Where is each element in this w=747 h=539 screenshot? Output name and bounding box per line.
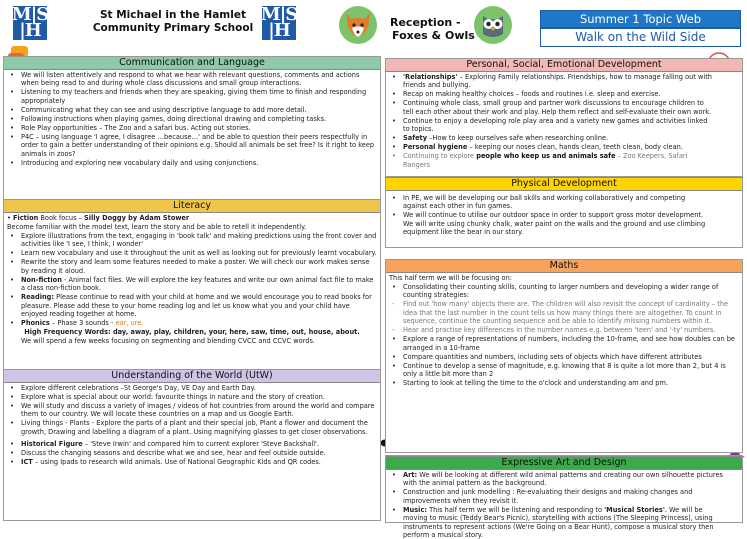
list-item: • Compare quantities and numbers, including sets of objects which have different attributes bbox=[389, 353, 739, 361]
list-item: • Safety –How to keep ourselves safe when researching online. bbox=[389, 134, 716, 142]
list-item: • Explore what is special about our world: favourite things in nature and the story of creation. bbox=[7, 393, 377, 401]
list-item: • In PE, we will be developing our ball skills and working collaboratively and competing against each other in fun games. bbox=[389, 194, 706, 211]
topic-title: Summer 1 Topic Web bbox=[540, 10, 741, 28]
ead-heading: Expressive Art and Design bbox=[386, 456, 742, 470]
physical-heading: Physical Development bbox=[386, 177, 742, 191]
list-item: • Continue to develop a sense of magnitude, e.g. knowing that 8 is quite a lot more than 2, but 4 is only a little bit more than 2 bbox=[389, 362, 739, 379]
utw-panel bbox=[3, 369, 381, 521]
school-logo-left: M|S |H bbox=[11, 4, 49, 41]
ead-panel bbox=[385, 455, 743, 539]
list-item: • Living things - Plants - Explore the parts of a plant and their special job, Plant a flower and document the growth, Drawing and labelling a diagram of a plant. Using magnifying glasses to get closer observations. bbox=[7, 419, 377, 436]
maths-panel bbox=[385, 259, 743, 453]
communication-heading: Communication and Language bbox=[4, 57, 380, 70]
maths-heading: Maths bbox=[386, 260, 742, 273]
list-item: • Explore illustrations from the text, engaging in 'book talk' and making predictions using the front cover and activities like 'I see, I think, I wonder' bbox=[7, 232, 377, 249]
list-item: • Role Play opportunities – The Zoo and a safari bus. Acting out stories. bbox=[7, 124, 377, 132]
school-name: St Michael in the Hamlet Community Primary School bbox=[92, 9, 254, 34]
high-frequency-words: High Frequency Words: day, away, play, children, your, here, saw, time, out, house, about. bbox=[24, 328, 360, 337]
list-item: • Explore a range of representations of numbers, including the 10-frame, and see how doubles can be arranged in a 10-frame bbox=[389, 335, 739, 352]
maths-intro: This half term we will be focusing on: bbox=[389, 274, 512, 282]
pse-panel bbox=[385, 58, 743, 178]
list-item: • Construction and junk modelling : Re-evaluating their designs and making changes and improvements when they revisit it. bbox=[389, 488, 724, 505]
list-item: • Non-fiction - Animal fact files. We will explore the key features and write our own animal fact file to make a class non-fiction book. bbox=[7, 276, 377, 293]
list-item: • Music: This half term we will be listening and responding to 'Musical Stories'. We will be moving to music (Teddy Bear's Picnic), storytelling with actions (The Sleeping Princess), using instruments to represent actions (We're Going on a Bear Hunt), compose a musical story then perform a musical story. bbox=[389, 506, 724, 539]
fiction-line: • Fiction Book focus – Silly Doggy by Adam Stower bbox=[7, 214, 190, 222]
physical-panel bbox=[385, 176, 743, 248]
list-item: • Starting to look at telling the time to the o'clock and understanding am and pm. bbox=[389, 379, 739, 387]
list-item: • We will listen attentively and respond to what we hear with relevant questions, comments and actions when being read to and during whole class discussions and small group interactions. bbox=[7, 71, 377, 88]
list-item: • Explore different celebrations –St George's Day, VE Day and Earth Day. bbox=[7, 384, 377, 392]
list-item: • We will study and discuss a variety of images / videos of hot countries from around the world and compare them to our country. We will locate these countries on a map and us Google Earth. bbox=[7, 402, 377, 419]
list-item: • Phonics – Phase 3 sounds - ear, ure. bbox=[7, 319, 377, 327]
fox-icon bbox=[339, 6, 377, 44]
owl-icon bbox=[474, 6, 512, 44]
list-item: • Rewrite the story and learn some features needed to make a poster. We will check our work makes sense by reading it aloud. bbox=[7, 258, 377, 275]
literacy-heading: Literacy bbox=[4, 200, 380, 213]
literacy-panel bbox=[3, 199, 381, 375]
list-item: • We will continue to utilise our outdoor space in order to support gross motor development. We will write using chunky chalk, water paint on the walls and the ground and use climbing equipment like the bear in our story. bbox=[389, 211, 706, 236]
topic-subtitle: Walk on the Wild Side bbox=[540, 28, 741, 47]
list-item: • ICT – using Ipads to research wild animals. Use of National Geographic Kids and QR codes. bbox=[7, 458, 377, 466]
literacy-closing: We will spend a few weeks focusing on segmenting and blending CVCC and CCVC words. bbox=[21, 337, 315, 346]
list-item: • Reading: Please continue to read with your child at home and we would encourage you to read books for pleasure. Please add these to your home reading log and let us know what you and your child have enjoyed reading together at home. bbox=[7, 293, 377, 318]
list-item: • Communicating what they can see and using descriptive language to add more detail. bbox=[7, 106, 377, 114]
list-item: • Art: We will be looking at different wild animal patterns and creating our own silhouette pictures with the animal pattern as the background. bbox=[389, 471, 724, 488]
list-item: • Introducing and exploring new vocabulary daily and using conjunctions. bbox=[7, 159, 377, 167]
list-item: • Discuss the changing seasons and describe what we and see, hear and feel outside outside. bbox=[7, 449, 377, 457]
list-item: - Find out 'how many' objects there are. The children will also revisit the concept of cardinality – the idea that the last number in the count tells us how many things there are altogether. To count in sequence, continue the counting sequence and be able to identify missing numbers within it. bbox=[389, 300, 739, 325]
list-item: • Learn new vocabulary and use it throughout the unit as well as looking out for previously learnt vocabulary. bbox=[7, 249, 377, 257]
list-item: • Following instructions when playing games, doing directional drawing and completing tasks. bbox=[7, 115, 377, 123]
list-item: • P4C – using language 'I agree, I disagree …because…' and be able to question their peers respectfully in order to gain a better understanding of their opinions e.g. Should all animals be set free? Is it right to keep animals in zoos? bbox=[7, 133, 377, 158]
literacy-intro: Become familiar with the model text, learn the story and be able to retell it independently. bbox=[7, 223, 307, 231]
list-item: • Recap on making healthy choices – foods and routines i.e. sleep and exercise. bbox=[389, 90, 716, 98]
list-item: • Consolidating their counting skills, counting to larger numbers and developing a wider range of counting strategies: bbox=[389, 283, 739, 300]
list-item: • 'Relationships' – Exploring Family relationships. Friendships, how to manage falling out with friends and bullying. bbox=[389, 73, 716, 90]
pse-heading: Personal, Social, Emotional Development bbox=[386, 59, 742, 72]
list-item: • Listening to my teachers and friends when they are speaking, giving them time to finish and responding appropriately bbox=[7, 88, 377, 105]
list-item: - Hear and practise key differences in the number names e.g. between 'teen' and '-ty' numbers. bbox=[389, 326, 739, 334]
list-item: • Personal hygiene – keeping our noses clean, hands clean, teeth clean, body clean. bbox=[389, 143, 716, 151]
communication-language-panel bbox=[3, 56, 381, 203]
list-item: • Continue to enjoy a developing role play area and a variety new games and activities linked to topics. bbox=[389, 117, 716, 134]
list-item: • Continuing to explore people who keep us and animals safe – Zoo Keepers, Safari Rangers bbox=[389, 152, 716, 169]
list-item: • Continuing whole class, small group and partner work discussions to encourage children to tell each other about their work and play. Help them reflect and self-evaluate their own work. bbox=[389, 99, 716, 116]
utw-heading: Understanding of the World (UtW) bbox=[4, 370, 380, 383]
school-logo-right: M|S |H bbox=[260, 4, 298, 41]
class-name: Reception - Foxes & Owls bbox=[390, 16, 475, 42]
list-item: • Historical Figure – 'Steve Irwin' and compared him to current explorer 'Steve Backshall'. bbox=[7, 440, 377, 448]
